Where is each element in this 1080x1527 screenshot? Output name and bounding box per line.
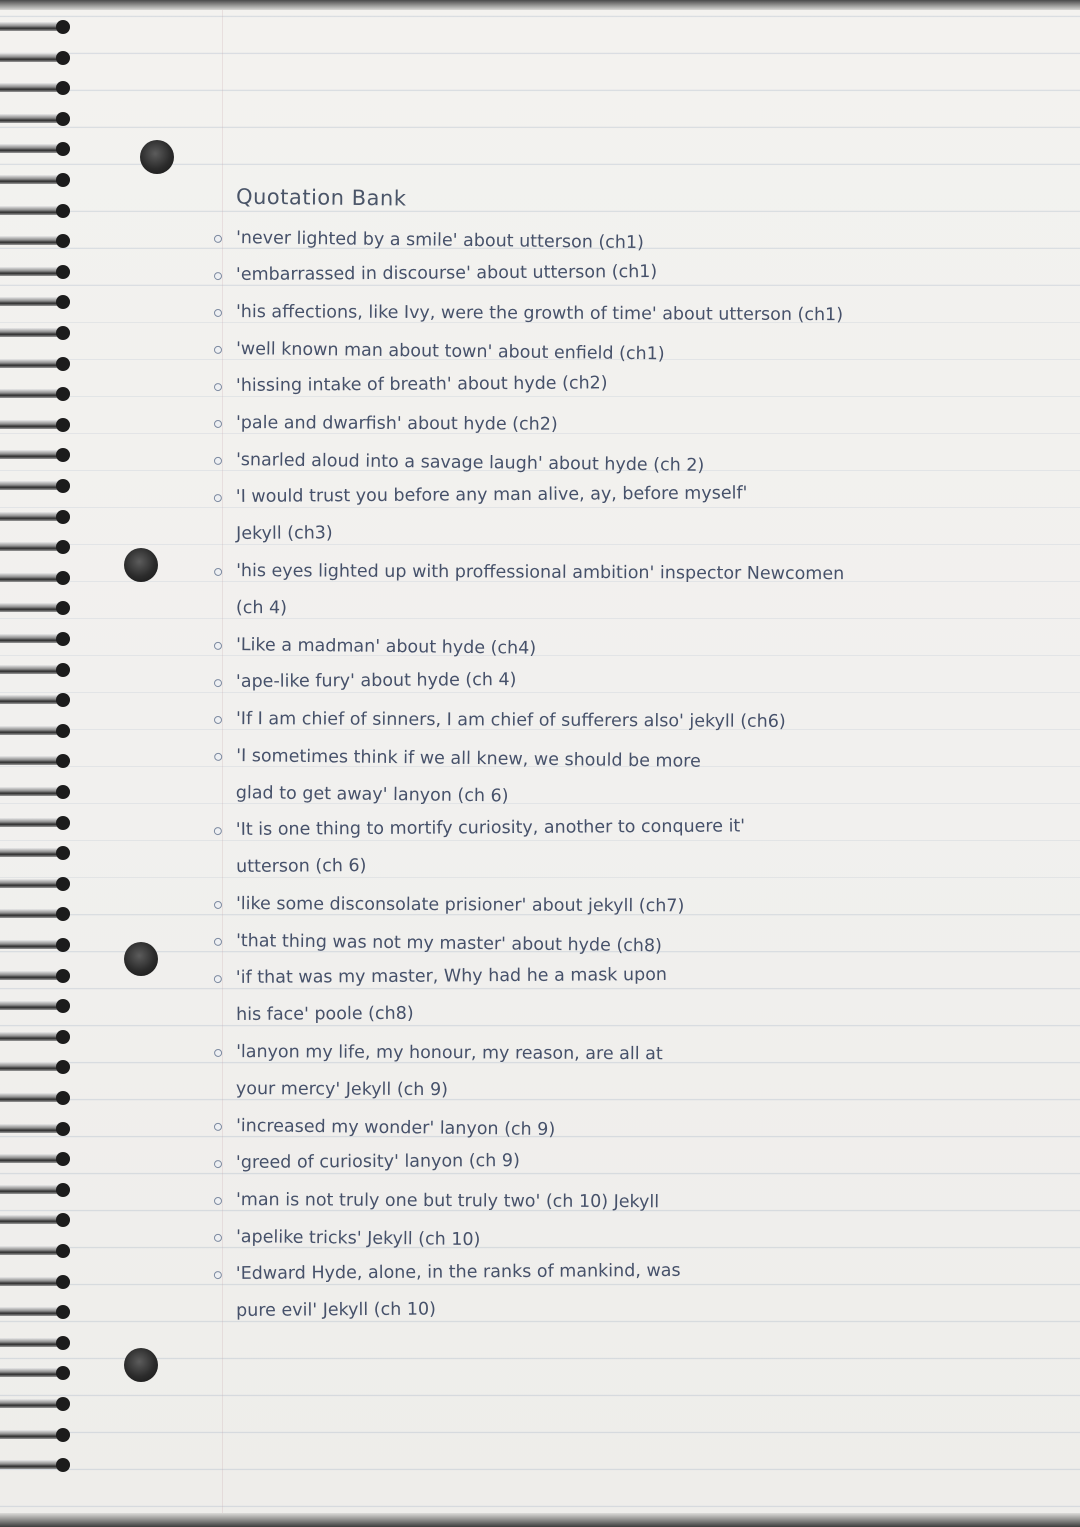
spiral-coil: [0, 1244, 74, 1258]
quote-line: (ch 4): [235, 598, 288, 619]
bullet-icon: [214, 568, 222, 576]
quote-line: glad to get away' lanyon (ch 6): [235, 783, 509, 807]
spiral-hole: [56, 265, 70, 279]
spiral-coil: [0, 142, 74, 156]
spiral-hole: [56, 234, 70, 248]
spiral-hole: [56, 1336, 70, 1350]
spiral-coil: [0, 51, 74, 65]
spiral-hole: [56, 204, 70, 218]
bullet-icon: [214, 383, 222, 391]
quote-line: pure evil' Jekyll (ch 10): [236, 1299, 437, 1321]
spiral-hole: [56, 1152, 70, 1166]
spiral-coil: [0, 693, 74, 707]
spiral-coil: [0, 999, 74, 1013]
spiral-hole: [56, 295, 70, 309]
spiral-coil: [0, 295, 74, 309]
quote-item: [228, 658, 1068, 701]
quote-line: 'Edward Hyde, alone, in the ranks of mankind, was: [235, 1260, 681, 1284]
spiral-hole: [56, 846, 70, 860]
quotation-content: [228, 183, 1068, 1330]
spiral-coil: [0, 632, 74, 646]
spiral-hole: [56, 1458, 70, 1472]
spiral-hole: [56, 1122, 70, 1136]
spiral-hole: [56, 51, 70, 65]
bullet-icon: [214, 975, 222, 983]
quote-item: [228, 473, 1068, 553]
page-title: Quotation Bank: [235, 184, 407, 211]
spiral-coil: [0, 785, 74, 799]
quote-line: Jekyll (ch3): [236, 523, 333, 544]
spiral-coil: [0, 1336, 74, 1350]
spiral-hole: [56, 387, 70, 401]
spiral-hole: [56, 1091, 70, 1105]
quote-line: 'lanyon my life, my honour, my reason, are all at: [236, 1042, 663, 1065]
quote-item: [228, 954, 1068, 1034]
spiral-coil: [0, 1060, 74, 1074]
spiral-coil: [0, 1152, 74, 1166]
spiral-hole: [56, 754, 70, 768]
quote-item: [228, 806, 1068, 886]
spiral-hole: [56, 1305, 70, 1319]
spiral-coil: [0, 1183, 74, 1197]
quote-item: [228, 294, 1068, 335]
spiral-hole: [56, 142, 70, 156]
quote-line: utterson (ch 6): [236, 856, 367, 877]
spiral-coil: [0, 510, 74, 524]
punch-hole-4: [124, 1348, 158, 1382]
quote-item: [228, 362, 1068, 405]
spiral-coil: [0, 112, 74, 126]
spiral-coil: [0, 173, 74, 187]
spiral-hole: [56, 1428, 70, 1442]
bullet-icon: [214, 716, 222, 724]
bullet-icon: [214, 309, 222, 317]
spiral-hole: [56, 81, 70, 95]
spiral-coil: [0, 20, 74, 34]
spiral-hole: [56, 1030, 70, 1044]
spiral-coil: [0, 907, 74, 921]
spiral-hole: [56, 999, 70, 1013]
spiral-hole: [56, 1213, 70, 1227]
spiral-hole: [56, 1060, 70, 1074]
spiral-hole: [56, 418, 70, 432]
quote-line: 'hissing intake of breath' about hyde (ch2): [235, 373, 608, 396]
quote-list: [228, 220, 1068, 1330]
bullet-icon: [214, 938, 222, 946]
spiral-hole: [56, 1397, 70, 1411]
spiral-coil: [0, 1397, 74, 1411]
spiral-coil: [0, 1458, 74, 1472]
quote-line: 'snarled aloud into a savage laugh' about hyde (ch 2): [235, 450, 705, 476]
spiral-hole: [56, 663, 70, 677]
bullet-icon: [214, 753, 222, 761]
spiral-coil: [0, 204, 74, 218]
spiral-coil: [0, 479, 74, 493]
quote-line: 'If I am chief of sinners, I am chief of sufferers also' jekyll (ch6): [235, 709, 786, 732]
spiral-hole: [56, 877, 70, 891]
spiral-coil: [0, 877, 74, 891]
bullet-icon: [214, 494, 222, 502]
punch-hole-2: [124, 548, 158, 582]
bullet-icon: [214, 1197, 222, 1205]
bullet-icon: [214, 1160, 222, 1168]
spiral-hole: [56, 1244, 70, 1258]
spiral-coil: [0, 1091, 74, 1105]
bullet-icon: [214, 346, 222, 354]
punch-hole-1: [140, 140, 174, 174]
bullet-icon: [214, 901, 222, 909]
spiral-coil: [0, 234, 74, 248]
bullet-icon: [214, 827, 222, 835]
quote-line: 'his eyes lighted up with proffessional ambition' inspector Newcomen: [236, 561, 845, 585]
spiral-hole: [56, 510, 70, 524]
spiral-coil: [0, 387, 74, 401]
bullet-icon: [214, 272, 222, 280]
spiral-hole: [56, 693, 70, 707]
spiral-hole: [56, 816, 70, 830]
spiral-coil: [0, 1213, 74, 1227]
spiral-hole: [56, 1183, 70, 1197]
spiral-coil: [0, 326, 74, 340]
quote-line: 'embarrassed in discourse' about utterson (ch1): [235, 262, 658, 285]
spiral-coil: [0, 846, 74, 860]
spiral-coil: [0, 265, 74, 279]
spiral-coil: [0, 1030, 74, 1044]
quote-line: 'his affections, like Ivy, were the growth of time' about utterson (ch1): [235, 302, 844, 326]
spiral-coil: [0, 418, 74, 432]
quote-line: 'Like a madman' about hyde (ch4): [235, 635, 537, 659]
spiral-hole: [56, 601, 70, 615]
spiral-coil: [0, 1366, 74, 1380]
spiral-hole: [56, 20, 70, 34]
bullet-icon: [214, 1271, 222, 1279]
quote-item: [228, 405, 1068, 446]
spiral-hole: [56, 112, 70, 126]
quote-line: 'pale and dwarfish' about hyde (ch2): [235, 413, 558, 435]
spiral-hole: [56, 1366, 70, 1380]
quote-item: [228, 553, 1068, 631]
quote-line: 'It is one thing to mortify curiosity, another to conquere it': [235, 816, 746, 840]
quote-line: 'apelike tricks' Jekyll (ch 10): [235, 1227, 481, 1251]
spiral-hole: [56, 448, 70, 462]
quote-item: [228, 1034, 1068, 1112]
bullet-icon: [214, 679, 222, 687]
spiral-coil: [0, 540, 74, 554]
quote-item: [228, 1182, 1068, 1223]
spiral-binding: [0, 20, 80, 1500]
quote-line: 'well known man about town' about enfield (ch1): [235, 339, 665, 365]
spiral-coil: [0, 1305, 74, 1319]
spiral-coil: [0, 969, 74, 983]
quote-line: 'if that was my master, Why had he a mask upon: [235, 964, 668, 988]
spiral-hole: [56, 326, 70, 340]
spiral-coil: [0, 938, 74, 952]
quote-line: 'greed of curiosity' lanyon (ch 9): [235, 1150, 520, 1173]
bullet-icon: [214, 420, 222, 428]
spiral-hole: [56, 632, 70, 646]
spiral-coil: [0, 357, 74, 371]
spiral-coil: [0, 663, 74, 677]
spiral-hole: [56, 969, 70, 983]
margin-line: [222, 0, 223, 1527]
bullet-icon: [214, 457, 222, 465]
spiral-hole: [56, 571, 70, 585]
spiral-coil: [0, 724, 74, 738]
quote-line: his face' poole (ch8): [236, 1003, 414, 1025]
quote-line: 'increased my wonder' lanyon (ch 9): [235, 1116, 556, 1140]
bullet-icon: [214, 1234, 222, 1242]
spiral-hole: [56, 785, 70, 799]
spiral-coil: [0, 571, 74, 585]
spiral-coil: [0, 1122, 74, 1136]
spiral-hole: [56, 1275, 70, 1289]
spiral-coil: [0, 1428, 74, 1442]
spiral-hole: [56, 357, 70, 371]
quote-line: 'never lighted by a smile' about utterson (ch1): [235, 228, 645, 254]
page-bottom-edge: [0, 1513, 1080, 1527]
bullet-icon: [214, 1123, 222, 1131]
quote-item: [228, 886, 1068, 927]
spiral-hole: [56, 938, 70, 952]
quote-line: 'man is not truly one but truly two' (ch 10) Jekyll: [235, 1190, 660, 1213]
spiral-hole: [56, 173, 70, 187]
spiral-coil: [0, 601, 74, 615]
quote-line: 'that thing was not my master' about hyde (ch8): [235, 931, 663, 957]
quote-line: 'I sometimes think if we all knew, we should be more: [236, 746, 701, 772]
spiral-hole: [56, 724, 70, 738]
bullet-icon: [214, 235, 222, 243]
spiral-hole: [56, 907, 70, 921]
spiral-coil: [0, 754, 74, 768]
quote-item: [228, 1250, 1068, 1330]
spiral-coil: [0, 448, 74, 462]
spiral-coil: [0, 81, 74, 95]
spiral-hole: [56, 479, 70, 493]
spiral-coil: [0, 1275, 74, 1289]
bullet-icon: [214, 1049, 222, 1057]
quote-item: [228, 1139, 1068, 1182]
spiral-hole: [56, 540, 70, 554]
spiral-coil: [0, 816, 74, 830]
quote-item: [228, 701, 1068, 742]
bullet-icon: [214, 642, 222, 650]
quote-line: your mercy' Jekyll (ch 9): [235, 1079, 449, 1101]
quote-line: 'I would trust you before any man alive, ay, before myself': [235, 483, 748, 507]
punch-hole-3: [124, 942, 158, 976]
page-top-edge: [0, 0, 1080, 10]
quote-line: 'like some disconsolate prisioner' about jekyll (ch7): [235, 894, 685, 917]
quote-line: 'ape-like fury' about hyde (ch 4): [235, 669, 517, 692]
quote-item: [228, 251, 1068, 294]
